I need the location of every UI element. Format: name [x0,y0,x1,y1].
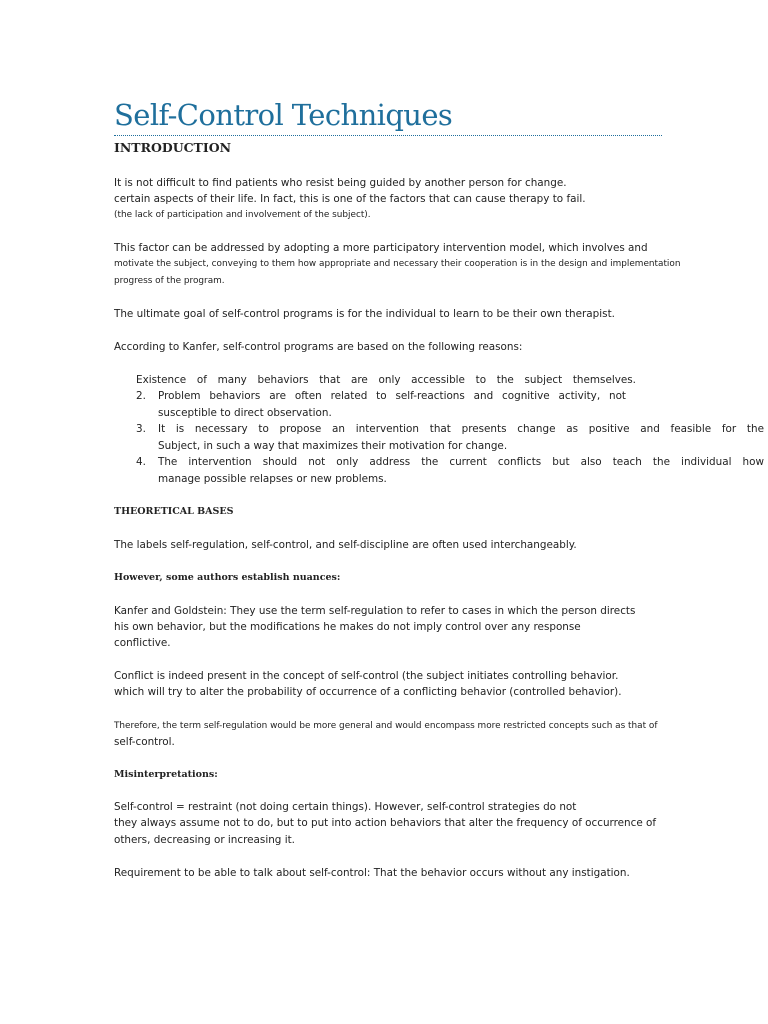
reason-item-4-line2: manage possible relapses or new problems. [158,472,387,485]
reason-item-2-line2: susceptible to direct observation. [158,406,332,419]
intro-p1-line1: It is not difficult to find patients who resist being guided by another person for change. [114,177,567,189]
reason-item-1 [136,372,766,389]
therefore-line1: Therefore, the term self-regulation would be more general and would encompass more restricted concepts such as that of [114,721,658,731]
misinterpretations-heading: Misinterpretations: [114,769,218,780]
intro-p4: According to Kanfer, self-control programs are based on the following reasons: [114,341,523,353]
intro-p2-line3: progress of the program. [114,276,225,286]
reason-item-4 [136,454,766,488]
intro-p2-line1: This factor can be addressed by adopting a more participatory intervention model, which involves and [114,242,648,254]
reason-item-2-line1: Problem behaviors are often related to self-reactions and cognitive activity, not [158,390,626,402]
page-title: Self-Control Techniques [114,95,662,136]
misinterpretations-p1-line1: Self-control = restraint (not doing certain things). However, self-control strategies do not [114,801,577,813]
bases-p1: The labels self-regulation, self-control, and self-discipline are often used interchangeably. [114,539,577,551]
kanfer-line3: conflictive. [114,637,171,649]
intro-p1-line2: certain aspects of their life. In fact, this is one of the factors that can cause therapy to fail. [114,193,586,205]
misinterpretations-p2: Requirement to be able to talk about self-control: That the behavior occurs without any instigation. [114,867,630,879]
kanfer-line1: Kanfer and Goldstein: They use the term self-regulation to refer to cases in which the person directs [114,605,636,617]
kanfer-line2: his own behavior, but the modifications he makes do not imply control over any response [114,621,581,633]
theoretical-bases-heading: THEORETICAL BASES [114,506,234,517]
reason-item-1-text: Existence of many behaviors that are only accessible to the subject themselves. [136,374,636,386]
reason-item-3-line2: Subject, in such a way that maximizes their motivation for change. [158,439,508,452]
reason-item-3 [136,421,766,455]
reason-item-2-number: 2. [136,390,146,402]
nuances-heading: However, some authors establish nuances: [114,572,341,583]
therefore-line2: self-control. [114,736,175,748]
conflict-line1: Conflict is indeed present in the concept of self-control (the subject initiates controlling behavior. [114,670,619,682]
introduction-heading: INTRODUCTION [114,140,232,155]
conflict-line2: which will try to alter the probability of occurrence of a conflicting behavior (controlled behavior). [114,686,622,698]
reason-item-2 [136,388,766,422]
intro-p1-line3: (the lack of participation and involvement of the subject). [114,210,371,220]
reason-item-3-line1: It is necessary to propose an intervention that presents change as positive and feasible for the [158,423,764,435]
intro-p3: The ultimate goal of self-control programs is for the individual to learn to be their own therapist. [114,308,615,320]
reason-item-4-number: 4. [136,456,146,468]
reason-item-3-number: 3. [136,423,146,435]
reason-item-4-line1: The intervention should not only address the current conflicts but also teach the individual how [158,456,764,468]
misinterpretations-p1-line3: others, decreasing or increasing it. [114,834,295,846]
misinterpretations-p1-line2: they always assume not to do, but to put into action behaviors that alter the frequency of occurrence of [114,817,657,829]
intro-p2-line2: motivate the subject, conveying to them how appropriate and necessary their cooperation is in the design and implementation [114,259,681,269]
